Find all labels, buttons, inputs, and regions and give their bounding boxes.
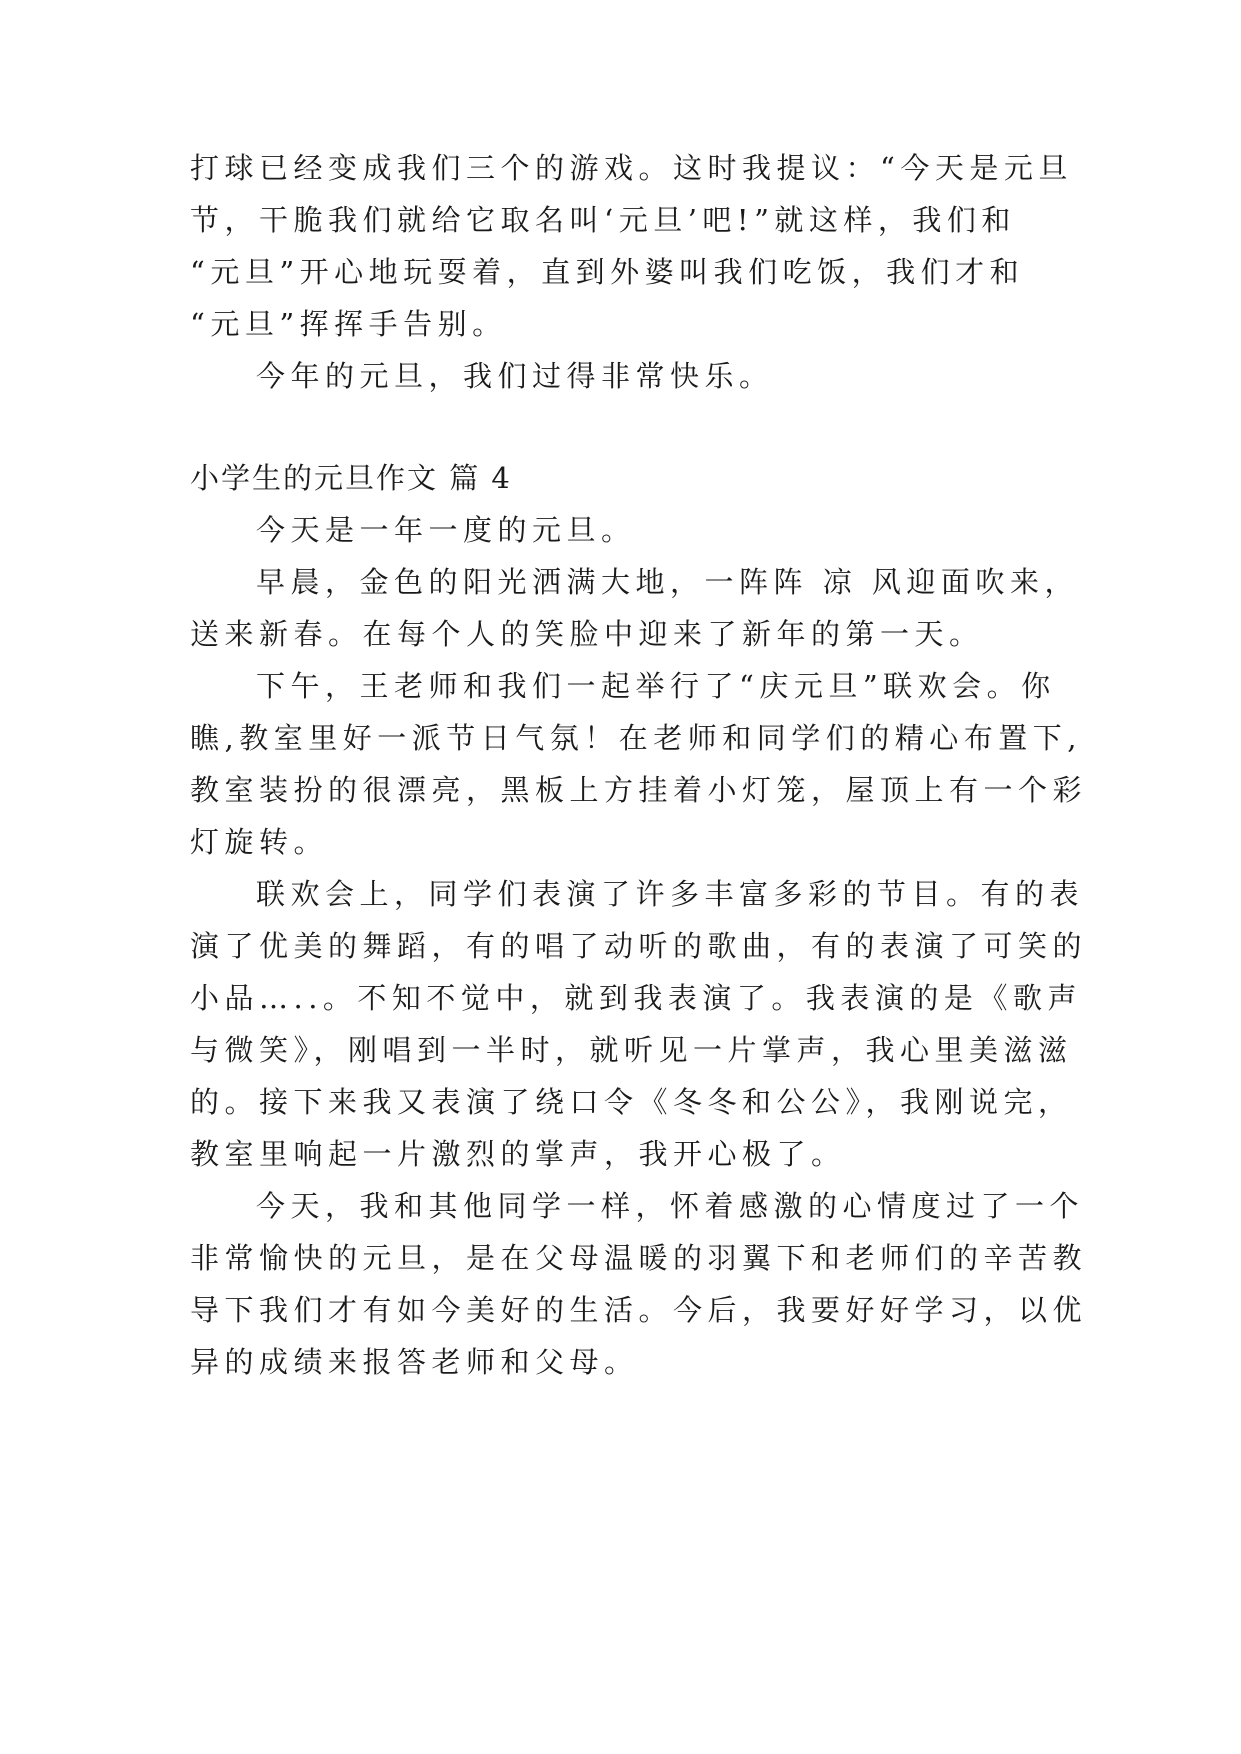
text-line: “元旦”挥挥手告别。 <box>190 307 507 341</box>
text-line: 灯旋转。 <box>190 825 329 859</box>
section-title: 小学生的元旦作文 篇 4 <box>190 461 512 495</box>
text-line: 下午，王老师和我们一起举行了“庆元旦”联欢会。你 <box>256 669 1056 703</box>
text-line: 今天是一年一度的元旦。 <box>256 513 636 547</box>
closing-line: 今年的元旦，我们过得非常快乐。 <box>256 359 774 393</box>
text-line: “元旦”开心地玩耍着，直到外婆叫我们吃饭，我们才和 <box>190 255 1025 289</box>
text-line: 今天，我和其他同学一样，怀着感激的心情度过了一个 <box>256 1189 1085 1223</box>
text-line: 节，干脆我们就给它取名叫‘元旦’吧!”就这样，我们和 <box>190 203 1016 237</box>
text-line: 早晨，金色的阳光洒满大地，一阵阵 凉 风迎面吹来， <box>256 565 1079 599</box>
text-line: 教室里响起一片激烈的掌声，我开心极了。 <box>190 1137 846 1171</box>
text-line: 送来新春。在每个人的笑脸中迎来了新年的第一天。 <box>190 617 984 651</box>
text-line: 教室装扮的很漂亮，黑板上方挂着小灯笼，屋顶上有一个彩 <box>190 773 1088 807</box>
text-line: 的。接下来我又表演了绕口令《冬冬和公公》，我刚说完， <box>190 1085 1073 1119</box>
text-line: 与微笑》，刚唱到一半时，就听见一片掌声，我心里美滋滋 <box>190 1033 1073 1067</box>
text-line: 导下我们才有如今美好的生活。今后，我要好好学习，以优 <box>190 1293 1088 1327</box>
text-line: 联欢会上，同学们表演了许多丰富多彩的节目。有的表 <box>256 877 1085 911</box>
text-line: 非常愉快的元旦，是在父母温暖的羽翼下和老师们的辛苦教 <box>190 1241 1088 1275</box>
text-line: 瞧,教室里好一派节日气氛！在老师和同学们的精心布置下, <box>190 721 1082 755</box>
text-line: 异的成绩来报答老师和父母。 <box>190 1345 639 1379</box>
text-line: 小品…..。不知不觉中，就到我表演了。我表演的是《歌声 <box>190 981 1082 1015</box>
text-line: 打球已经变成我们三个的游戏。这时我提议：“今天是元旦 <box>190 151 1073 185</box>
text-line: 演了优美的舞蹈，有的唱了动听的歌曲，有的表演了可笑的 <box>190 929 1088 963</box>
